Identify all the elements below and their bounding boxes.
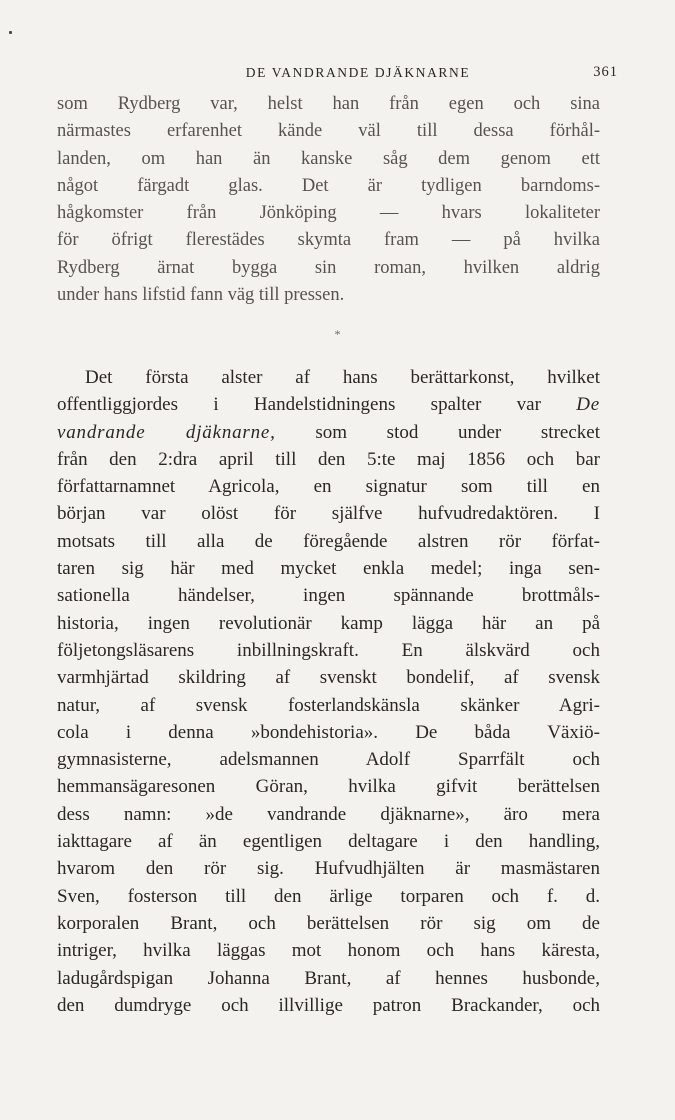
- text-line: som Rydberg var, helst han från egen och sina: [57, 94, 600, 114]
- text-line: dess namn: »de vandrande djäknarne», äro mera: [57, 803, 600, 825]
- text-line: Rydberg ärnat bygga sin roman, hvilken aldrig: [57, 257, 600, 278]
- text-line: cola i denna »bondehistoria». De båda Växiö-: [57, 721, 600, 743]
- text-line: [57, 419, 600, 446]
- text-line: natur, af svensk fosterlandskänsla skänker Agri-: [57, 694, 600, 716]
- text-line: följetongsläsarens inbillningskraft. En älskvärd och: [57, 639, 600, 661]
- book-title-italic: vandrande djäknarne,: [57, 421, 276, 443]
- header-title: DE VANDRANDE DJÄKNARNE: [245, 65, 471, 80]
- text-line: Det första alster af hans berättarkonst, hvilket: [85, 367, 600, 388]
- running-header: [98, 61, 618, 85]
- text-line: [57, 391, 600, 418]
- text-line: den dumdryge och illvillige patron Brackander, och: [57, 994, 600, 1016]
- text-line: iakttagare af än egentligen deltagare i den handling,: [57, 831, 600, 853]
- text-line: under hans lifstid fann väg till pressen.: [57, 285, 345, 306]
- text-span: som stod under strecket: [275, 421, 600, 443]
- text-line: från den 2:dra april till den 5:te maj 1856 och bar: [57, 448, 600, 470]
- text-line: närmastes erfarenhet kände väl till dessa förhål-: [57, 121, 600, 142]
- text-line: motsats till alla de föregående alstren rör förfat-: [57, 530, 600, 552]
- paragraph-1: [57, 91, 600, 309]
- page-speck: [9, 31, 12, 34]
- text-line: varmhjärtad skildring af svenskt bondelif, af svensk: [57, 667, 600, 689]
- text-line: landen, om han än kanske såg dem genom ett: [57, 148, 600, 169]
- text-line: för öfrigt flerestädes skymta fram — på hvilka: [57, 230, 600, 251]
- text-line: ladugårdspigan Johanna Brant, af hennes husbonde,: [57, 967, 600, 989]
- text-line: taren sig här med mycket enkla medel; inga sen-: [57, 558, 600, 580]
- text-line: korporalen Brant, och berättelsen rör sig om de: [57, 912, 600, 934]
- paragraph-2: [57, 364, 600, 1019]
- text-line: hvarom den rör sig. Hufvudhjälten är masmästaren: [57, 858, 600, 880]
- text-line: intriger, hvilka läggas mot honom och hans käresta,: [57, 940, 600, 962]
- text-line: författarnamnet Agricola, en signatur som till en: [57, 476, 600, 498]
- text-line: hågkomster från Jönköping — hvars lokaliteter: [57, 203, 600, 224]
- page-number: 361: [593, 64, 618, 80]
- text-span: offentliggjordes i Handelstidningens spalter var: [57, 394, 577, 416]
- text-line: början var olöst för själfve hufvudredaktören. I: [57, 503, 600, 525]
- text-line: sationella händelser, ingen spännande brottmåls-: [57, 585, 600, 607]
- text-line: historia, ingen revolutionär kamp lägga här an på: [57, 612, 600, 634]
- text-line: gymnasisterne, adelsmannen Adolf Sparrfält och: [57, 749, 600, 771]
- text-line: Sven, fosterson till den ärlige torparen och f. d.: [57, 885, 600, 907]
- text-line: hemmansägaresonen Göran, hvilka gifvit berättelsen: [57, 776, 600, 798]
- section-separator: *: [334, 327, 341, 341]
- text-line: något färgadt glas. Det är tydligen barndoms-: [57, 175, 600, 196]
- book-title-italic: De: [576, 394, 600, 416]
